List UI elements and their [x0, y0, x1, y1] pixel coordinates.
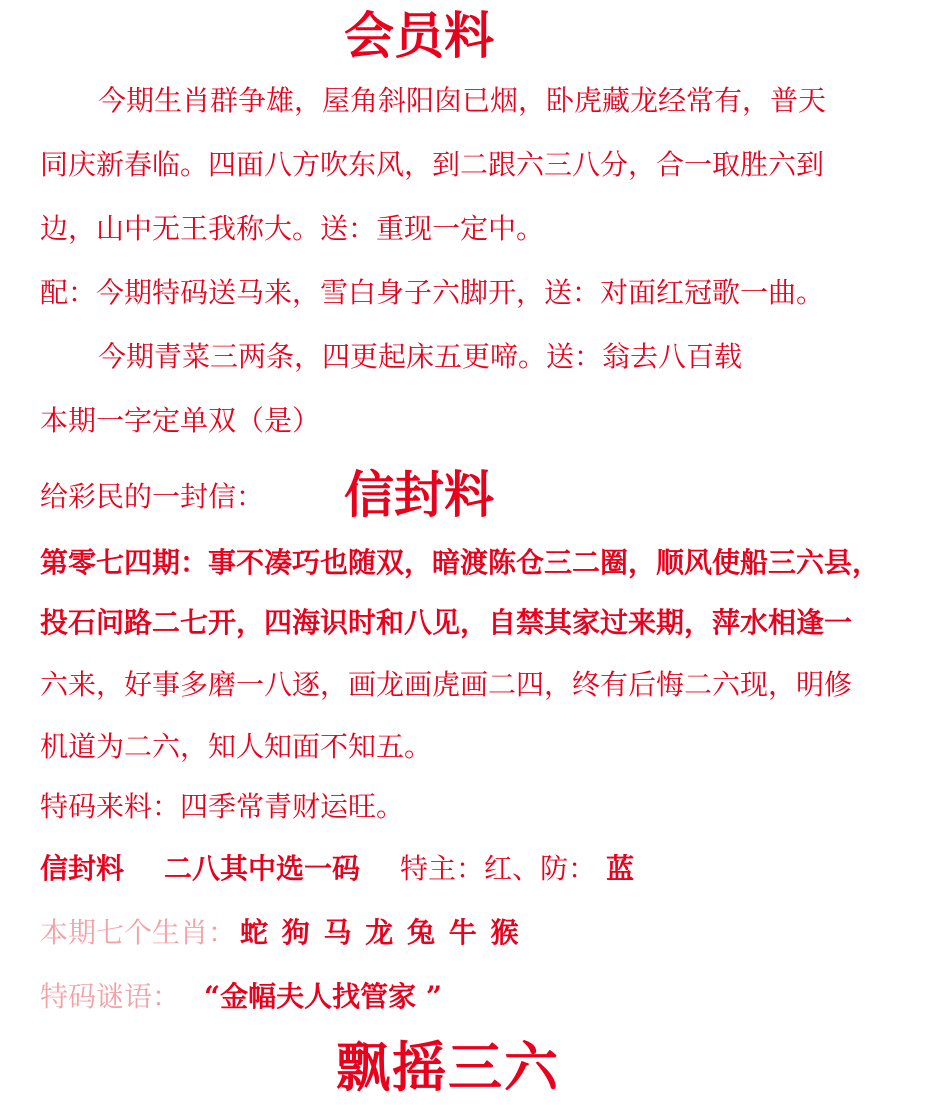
header-title: 会员料 [344, 6, 494, 65]
member-line-6: 本期一字定单双（是） [40, 404, 321, 437]
letter-heading [40, 465, 495, 524]
footer-title: 飘摇三六 [336, 1035, 560, 1099]
envelope-label: 信封料 [40, 852, 125, 885]
member-line-4: 配：今期特码送马来，雪白身子六脚开，送：对面红冠歌一曲。 [40, 276, 825, 309]
member-line-2: 同庆新春临。四面八方吹东风，到二跟六三八分，合一取胜六到 [40, 148, 825, 181]
zodiac-animals: 蛇 狗 马 龙 兔 牛 猴 [240, 916, 521, 949]
envelope-guard-value: 蓝 [606, 852, 635, 885]
zodiac-label: 本期七个生肖： [40, 916, 237, 949]
envelope-separator: 、 [512, 852, 541, 885]
zodiac-line [40, 916, 521, 950]
riddle-label: 特码谜语： [40, 980, 181, 1013]
letter-line-5: 特码来料：四季常青财运旺。 [40, 790, 405, 823]
envelope-pick: 二八其中选一码 [164, 852, 361, 885]
member-line-3: 边，山中无王我称大。送：重现一定中。 [40, 212, 545, 245]
envelope-main-label: 特主： [400, 852, 485, 885]
letter-title: 信封料 [344, 465, 495, 524]
letter-line-3: 六来，好事多磨一八逐，画龙画虎画二四，终有后悔二六现，明修 [40, 668, 853, 701]
envelope-main-value: 红 [484, 852, 513, 885]
envelope-line [40, 852, 634, 886]
member-line-5: 今期青菜三两条，四更起床五更啼。送：翁去八百载 [98, 340, 743, 373]
riddle-line [40, 980, 442, 1014]
letter-line-1: 第零七四期：事不凑巧也随双，暗渡陈仓三二圈，顺风使船三六县， [40, 546, 881, 579]
letter-label: 给彩民的一封信： [40, 480, 265, 513]
member-line-1: 今期生肖群争雄，屋角斜阳囱已烟，卧虎藏龙经常有，普天 [98, 84, 827, 117]
riddle-value: “金幅夫人找管家 ” [204, 980, 442, 1013]
letter-line-2: 投石问路二七开，四海识时和八见，自禁其家过来期，萍水相逢一 [40, 606, 853, 639]
envelope-guard-label: 防： [540, 852, 597, 885]
letter-line-4: 机道为二六，知人知面不知五。 [40, 730, 433, 763]
